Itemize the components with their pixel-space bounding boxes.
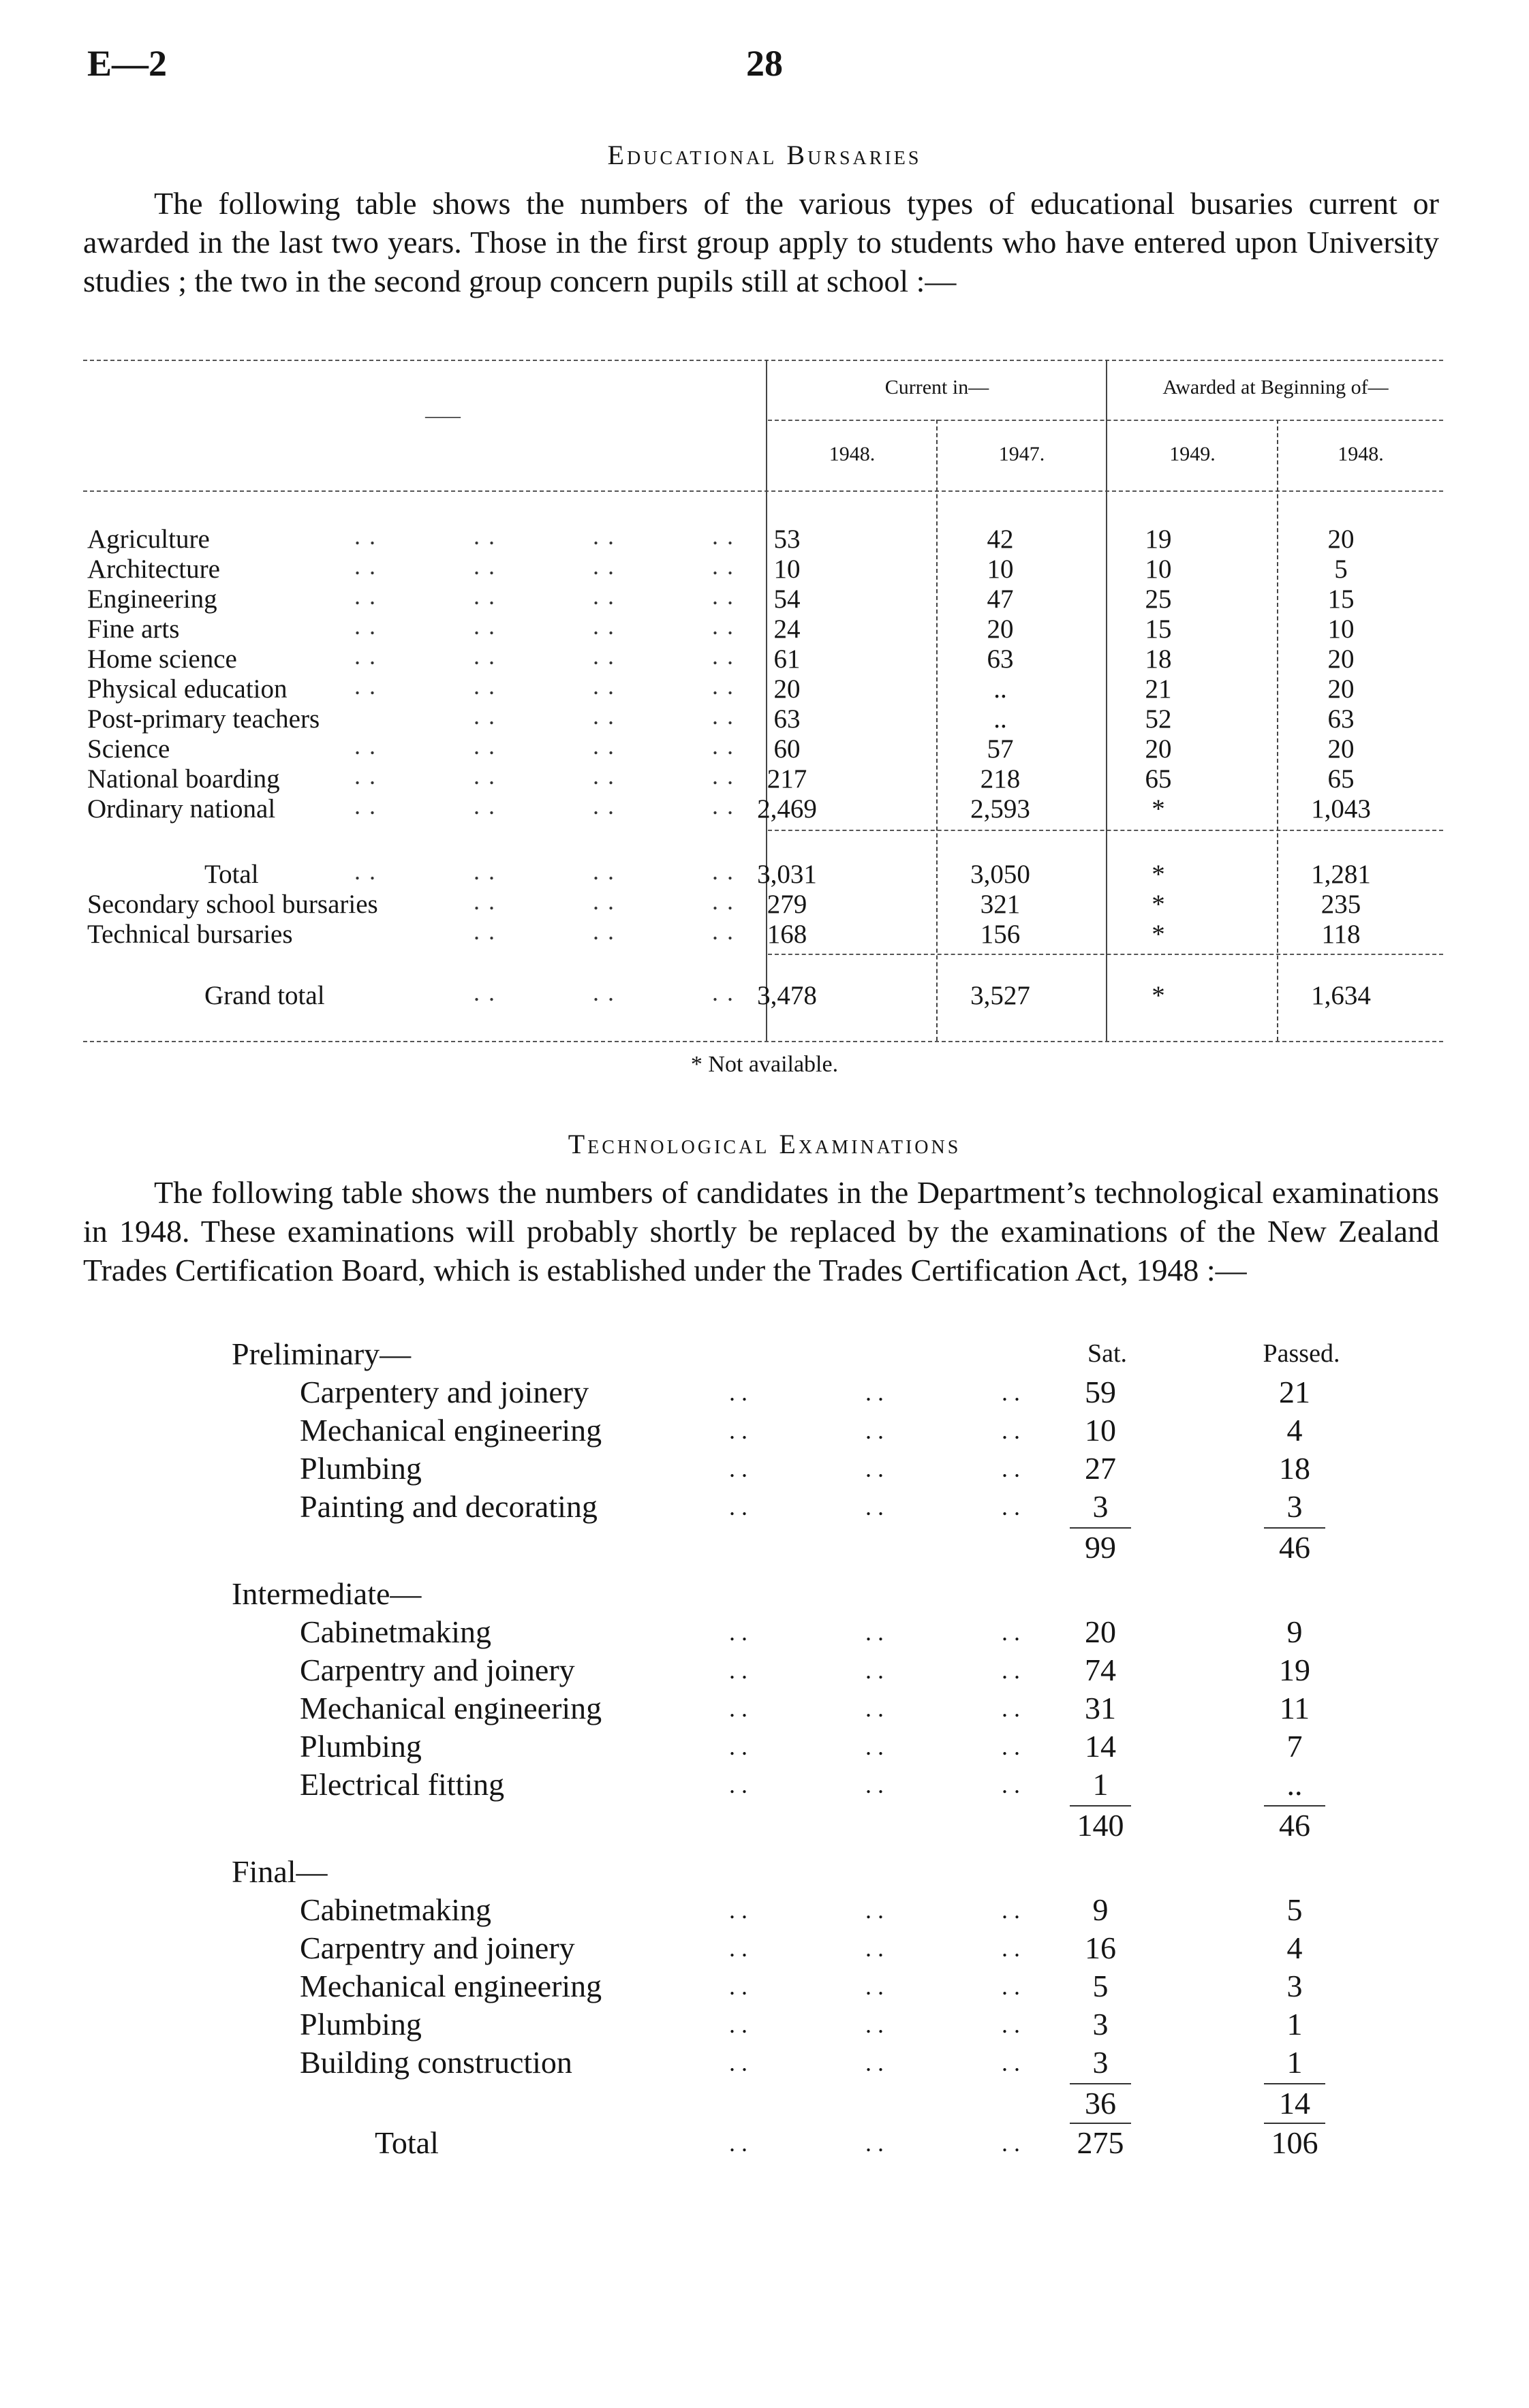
dot-leader: . . [865,2129,884,2157]
dot-leader: . . [729,2049,747,2076]
dot-leader: . . [1002,1619,1020,1646]
dot-leader: . . [1002,1896,1020,1924]
col-header-current-1947: 1947. [998,443,1045,465]
dot-leader: . . [1002,1493,1020,1520]
dot-leader: . . [474,888,496,915]
passed-value: 19 [1279,1653,1310,1687]
cell-value: * [1152,920,1165,949]
dot-leader: . . [1002,1455,1020,1482]
dot-leader: . . [474,732,496,760]
exam-subject: Carpentry and joinery [300,1930,575,1965]
dot-leader: . . [865,1771,884,1798]
passed-value: 9 [1286,1614,1303,1649]
dot-leader: . . [729,1973,747,2000]
dot-leader: . . [593,612,615,640]
row-label: Science [87,734,170,764]
cell-value: 1,634 [1311,981,1371,1010]
dot-leader: . . [354,672,377,700]
sat-value: 20 [1085,1614,1116,1649]
cell-value: 20 [1327,734,1355,764]
dot-leader: . . [1002,1379,1020,1406]
dot-leader: . . [712,792,735,819]
cell-value: 20 [1145,734,1172,764]
dot-leader: . . [865,1973,884,2000]
group-heading: Intermediate— [232,1576,422,1611]
sat-value: 14 [1085,1729,1116,1764]
dot-leader: . . [474,702,496,730]
dot-leader: . . [1002,1417,1020,1444]
row-label: National boarding [87,764,280,794]
dot-leader: . . [474,552,496,580]
dot-leader: . . [593,702,615,730]
dot-leader: . . [474,612,496,640]
dot-leader: . . [712,762,735,789]
exam-subject: Mechanical engineering [300,1691,602,1725]
dot-leader: . . [729,1695,747,1722]
group-heading: Preliminary— [232,1336,412,1371]
passed-value: 11 [1279,1691,1310,1725]
dot-leader: . . [593,979,615,1006]
dot-leader: . . [729,1493,747,1520]
dot-leader: . . [712,582,735,610]
dot-leader: . . [1002,2129,1020,2157]
dot-leader: . . [865,1935,884,1962]
cell-value: 10 [1327,614,1355,644]
exam-subject: Building construction [300,2045,572,2080]
dot-leader: . . [729,1733,747,1760]
cell-value: 63 [773,704,801,734]
dot-leader: . . [865,1896,884,1924]
table-top-rule [83,360,1443,361]
dot-leader: . . [593,792,615,819]
col-header-current-1948: 1948. [829,443,876,465]
subtotal-passed: 14 [1279,2086,1310,2121]
total-passed: 106 [1271,2125,1318,2160]
passed-value: 18 [1279,1451,1310,1486]
passed-value: 7 [1286,1729,1303,1764]
cell-value: 60 [773,734,801,764]
group-heading: Final— [232,1854,328,1889]
cell-value: 3,050 [970,860,1030,889]
cell-value: 18 [1145,644,1172,674]
dot-leader: . . [729,1896,747,1924]
header-sat: Sat. [1087,1339,1128,1368]
dot-leader: . . [474,522,496,550]
dot-leader: . . [729,2129,747,2157]
cell-value: .. [993,674,1007,704]
subtotal-passed: 46 [1279,1808,1310,1843]
dot-leader: . . [474,642,496,670]
table-bottom-rule [83,1041,1443,1042]
cell-value: 2,469 [757,794,817,824]
technological-intro-text: The following table shows the numbers of candidates in the Department’s technological examinations in 1948. These examinations will probably shortly be replaced by the examinations of the New Zealand Trades Certification Board, which is established under the Trades Certification Act, 1948 :— [83,1175,1439,1287]
passed-value: 1 [1286,2045,1303,2080]
cell-value: 1,043 [1311,794,1371,824]
cell-value: 20 [773,674,801,704]
cell-value: 321 [980,890,1021,919]
cell-value: 235 [1320,890,1361,919]
technological-title: Technological Examinations [568,1129,961,1159]
dot-leader: . . [593,858,615,885]
cell-value: 10 [987,554,1014,584]
sat-value: 3 [1092,2045,1109,2080]
sat-value: 10 [1085,1413,1116,1448]
subtotal-passed: 46 [1279,1530,1310,1565]
cell-value: * [1152,860,1165,889]
dot-leader: . . [1002,2049,1020,2076]
sat-value: 3 [1092,2007,1109,2042]
dot-leader: . . [729,1935,747,1962]
row-label: Post-primary teachers [87,704,320,734]
cell-value: 10 [1145,554,1172,584]
dot-leader: . . [712,642,735,670]
dot-leader: . . [865,2049,884,2076]
cell-value: 156 [980,920,1021,949]
row-label: Home science [87,644,237,674]
passed-value: 3 [1286,1969,1303,2003]
col-header-awarded-1948: 1948. [1338,443,1384,465]
cell-value: 3,478 [757,981,817,1010]
cell-value: 3,527 [970,981,1030,1010]
dot-leader: . . [729,1771,747,1798]
row-label: Secondary school bursaries [87,890,378,919]
exam-subject: Painting and decorating [300,1489,598,1524]
dot-leader: . . [474,918,496,945]
cell-value: 19 [1145,525,1172,554]
cell-value: 63 [1327,704,1355,734]
dot-leader: . . [729,1619,747,1646]
dot-leader: . . [593,522,615,550]
bursaries-intro-text: The following table shows the numbers of the various types of educational busaries current or awarded in the last two years. Those in the first group apply to students who have entered upon University studies ; the two in the second group concern pupils still at school :— [83,186,1439,298]
total-label: Total [375,2125,439,2160]
subtotal-sat: 140 [1077,1808,1124,1843]
cell-value: 20 [1327,674,1355,704]
row-label: Physical education [87,674,288,704]
dot-leader: . . [354,612,377,640]
dot-leader: . . [1002,1973,1020,2000]
cell-value: 15 [1145,614,1172,644]
dot-leader: . . [712,979,735,1006]
dot-leader: . . [354,732,377,760]
page-number: 28 [746,43,783,84]
dot-leader: . . [354,522,377,550]
dot-leader: . . [474,582,496,610]
cell-value: 279 [767,890,807,919]
sat-value: 74 [1085,1653,1116,1687]
dot-leader: . . [1002,1935,1020,1962]
col-header-awarded-1949: 1949. [1169,443,1216,465]
cell-value: 10 [773,554,801,584]
exam-subject: Plumbing [300,1451,422,1486]
sat-value: 1 [1092,1767,1109,1802]
dot-leader: . . [593,642,615,670]
dot-leader: . . [354,792,377,819]
dot-leader: . . [593,732,615,760]
row-label: Technical bursaries [87,920,293,949]
dot-leader: . . [354,858,377,885]
row-label: Ordinary national [87,794,276,824]
cell-value: 20 [987,614,1014,644]
passed-value: 4 [1286,1930,1303,1965]
dot-leader: . . [593,552,615,580]
dot-leader: . . [865,1455,884,1482]
cell-value: 63 [987,644,1014,674]
group-header-awarded: Awarded at Beginning of— [1162,376,1389,398]
dot-leader: . . [1002,2011,1020,2038]
dot-leader: . . [354,552,377,580]
cell-value: 118 [1321,920,1361,949]
cell-value: 53 [773,525,801,554]
cell-value: 5 [1334,554,1348,584]
sat-value: 9 [1092,1892,1109,1927]
page-reference: E—2 [87,43,168,84]
cell-value: 65 [1145,764,1172,794]
subtotal-sat: 36 [1085,2086,1116,2121]
cell-value: 168 [767,920,807,949]
dot-leader: . . [1002,1657,1020,1684]
dot-leader: . . [593,582,615,610]
cell-value: 47 [987,584,1014,614]
dot-leader: . . [729,1455,747,1482]
dot-leader: . . [712,522,735,550]
dot-leader: . . [729,1657,747,1684]
bursaries-intro [83,184,1439,300]
exam-subject: Cabinetmaking [300,1614,492,1649]
cell-value: 42 [987,525,1014,554]
dot-leader: . . [712,732,735,760]
exam-subject: Carpentry and joinery [300,1653,575,1687]
exam-subject: Plumbing [300,2007,422,2042]
dot-leader: . . [354,762,377,789]
dot-leader: . . [474,672,496,700]
sat-value: 27 [1085,1451,1116,1486]
dot-leader: . . [712,672,735,700]
row-label: Agriculture [87,525,210,554]
dot-leader: . . [729,1379,747,1406]
sat-value: 5 [1092,1969,1109,2003]
cell-value: 218 [980,764,1021,794]
dot-leader: . . [865,1657,884,1684]
cell-value: 57 [987,734,1014,764]
cell-value: * [1152,794,1165,824]
dot-leader: . . [712,612,735,640]
dot-leader: . . [1002,1733,1020,1760]
passed-value: 4 [1286,1413,1303,1448]
dot-leader: . . [865,1695,884,1722]
cell-value: 61 [773,644,801,674]
cell-value: 20 [1327,525,1355,554]
dot-leader: . . [354,582,377,610]
bursaries-title: Educational Bursaries [607,140,922,170]
total-sat: 275 [1077,2125,1124,2160]
row-label: Grand total [204,981,325,1010]
dot-leader: . . [474,792,496,819]
exam-subject: Mechanical engineering [300,1413,602,1448]
stub-header: —— [425,406,461,426]
cell-value: 25 [1145,584,1172,614]
exam-subject: Plumbing [300,1729,422,1764]
cell-value: 65 [1327,764,1355,794]
row-label: Total [204,860,259,889]
subtotal-sat: 99 [1085,1530,1116,1565]
sat-value: 31 [1085,1691,1116,1725]
dot-leader: . . [865,2011,884,2038]
dot-leader: . . [593,672,615,700]
dot-leader: . . [712,702,735,730]
cell-value: 21 [1145,674,1172,704]
passed-value: 5 [1286,1892,1303,1927]
dot-leader: . . [593,918,615,945]
cell-value: 20 [1327,644,1355,674]
dot-leader: . . [729,1417,747,1444]
exam-subject: Carpentery and joinery [300,1375,589,1409]
cell-value: 1,281 [1311,860,1371,889]
cell-value: * [1152,890,1165,919]
technological-intro [83,1173,1439,1289]
dot-leader: . . [712,888,735,915]
dot-leader: . . [354,642,377,670]
cell-value: 24 [773,614,801,644]
table-header-rule [83,490,1443,492]
header-passed: Passed. [1263,1339,1340,1368]
sat-value: 3 [1092,1489,1109,1524]
dot-leader: . . [712,858,735,885]
cell-value: 54 [773,584,801,614]
dot-leader: . . [712,918,735,945]
cell-value: 2,593 [970,794,1030,824]
group-header-current: Current in— [884,376,989,398]
cell-value: 52 [1145,704,1172,734]
row-label: Fine arts [87,614,180,644]
sat-value: 16 [1085,1930,1116,1965]
dot-leader: . . [1002,1771,1020,1798]
exam-subject: Mechanical engineering [300,1969,602,2003]
dot-leader: . . [865,1733,884,1760]
dot-leader: . . [1002,1695,1020,1722]
dot-leader: . . [865,1379,884,1406]
passed-value: 21 [1279,1375,1310,1409]
dot-leader: . . [865,1619,884,1646]
dot-leader: . . [474,858,496,885]
cell-value: 217 [767,764,807,794]
passed-value: 1 [1286,2007,1303,2042]
sat-value: 59 [1085,1375,1116,1409]
dot-leader: . . [712,552,735,580]
dot-leader: . . [593,762,615,789]
exam-subject: Electrical fitting [300,1767,505,1802]
dot-leader: . . [474,762,496,789]
dot-leader: . . [865,1493,884,1520]
dot-leader: . . [729,2011,747,2038]
dot-leader: . . [474,979,496,1006]
dot-leader: . . [865,1417,884,1444]
passed-value: .. [1286,1767,1303,1802]
passed-value: 3 [1286,1489,1303,1524]
row-label: Engineering [87,584,217,614]
cell-value: * [1152,981,1165,1010]
dot-leader: . . [593,888,615,915]
exam-subject: Cabinetmaking [300,1892,492,1927]
cell-value: 15 [1327,584,1355,614]
bursaries-footnote: * Not available. [690,1052,839,1077]
row-label: Architecture [87,554,220,584]
cell-value: .. [993,704,1007,734]
cell-value: 3,031 [757,860,817,889]
